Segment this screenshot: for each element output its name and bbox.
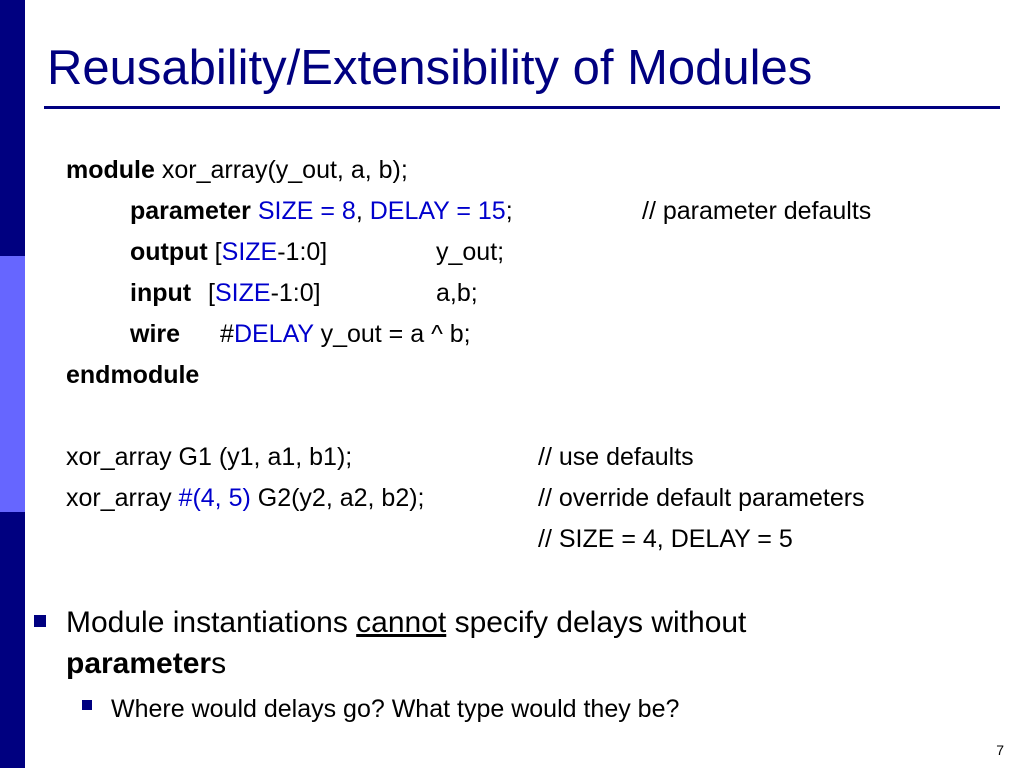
comment-override-parameters: // override default parameters — [538, 484, 865, 512]
size-ref: SIZE — [215, 279, 271, 307]
range-text: -1:0] — [270, 279, 321, 307]
code-line-input — [130, 278, 321, 308]
instance-ports: G2(y2, a2, b2); — [250, 484, 425, 512]
delay-ref: DELAY — [233, 320, 314, 348]
code-line-wire — [130, 319, 471, 349]
range-text: -1:0] — [277, 238, 328, 266]
keyword-wire: wire — [130, 320, 181, 348]
keyword-parameter: parameter — [130, 197, 251, 225]
bracket-open: [ — [207, 238, 222, 266]
code-line-output — [130, 237, 327, 267]
param-separator: , — [355, 197, 370, 225]
param-delay-default: DELAY = 15 — [369, 197, 506, 225]
output-signal: y_out; — [436, 238, 505, 266]
sub-bullet-text: Where would delays go? What type would they be? — [111, 695, 680, 723]
input-signals: a,b; — [436, 279, 478, 307]
title-underline — [44, 106, 1000, 109]
slide-title: Reusability/Extensibility of Modules — [47, 41, 813, 95]
parameter-override: #(4, 5) — [178, 484, 251, 512]
wire-assign: y_out = a ^ b; — [313, 320, 471, 348]
param-size-default: SIZE = 8 — [250, 197, 356, 225]
keyword-module: module — [66, 156, 155, 184]
comment-parameter-defaults: // parameter defaults — [642, 197, 872, 225]
bracket-open: [ — [201, 279, 215, 307]
bullet-main-underlined: cannot — [356, 606, 447, 639]
slide-number: 7 — [996, 742, 1004, 758]
keyword-output: output — [130, 238, 208, 266]
sidebar-segment-top — [0, 0, 25, 256]
sidebar-segment-middle — [0, 256, 25, 512]
bullet-main-line2 — [66, 646, 226, 682]
code-line-module — [66, 155, 408, 185]
keyword-endmodule: endmodule — [66, 361, 200, 389]
size-ref: SIZE — [221, 238, 278, 266]
code-line-instance-g2 — [66, 483, 425, 513]
code-line-instance-g1: xor_array G1 (y1, a1, b1); — [66, 443, 353, 471]
instance-type: xor_array — [66, 484, 179, 512]
sidebar-segment-bottom — [0, 512, 25, 768]
bullet-main-pre: Module instantiations — [66, 606, 357, 639]
sidebar-bar — [0, 0, 25, 768]
bullet-main-suffix: s — [211, 647, 227, 680]
module-signature: xor_array(y_out, a, b); — [154, 156, 408, 184]
bullet-square-icon — [34, 615, 46, 627]
comment-size-delay-values: // SIZE = 4, DELAY = 5 — [538, 525, 793, 553]
keyword-input: input — [130, 279, 192, 307]
sub-bullet-square-icon — [82, 700, 92, 710]
bullet-main-post: specify delays without — [446, 606, 747, 639]
param-terminator: ; — [505, 197, 513, 225]
code-line-endmodule — [66, 360, 199, 390]
delay-hash: # — [220, 320, 234, 348]
bullet-main-line1 — [66, 605, 746, 641]
comment-use-defaults: // use defaults — [538, 443, 694, 471]
bullet-main-bold: parameter — [66, 647, 212, 680]
code-line-parameter — [130, 196, 513, 226]
